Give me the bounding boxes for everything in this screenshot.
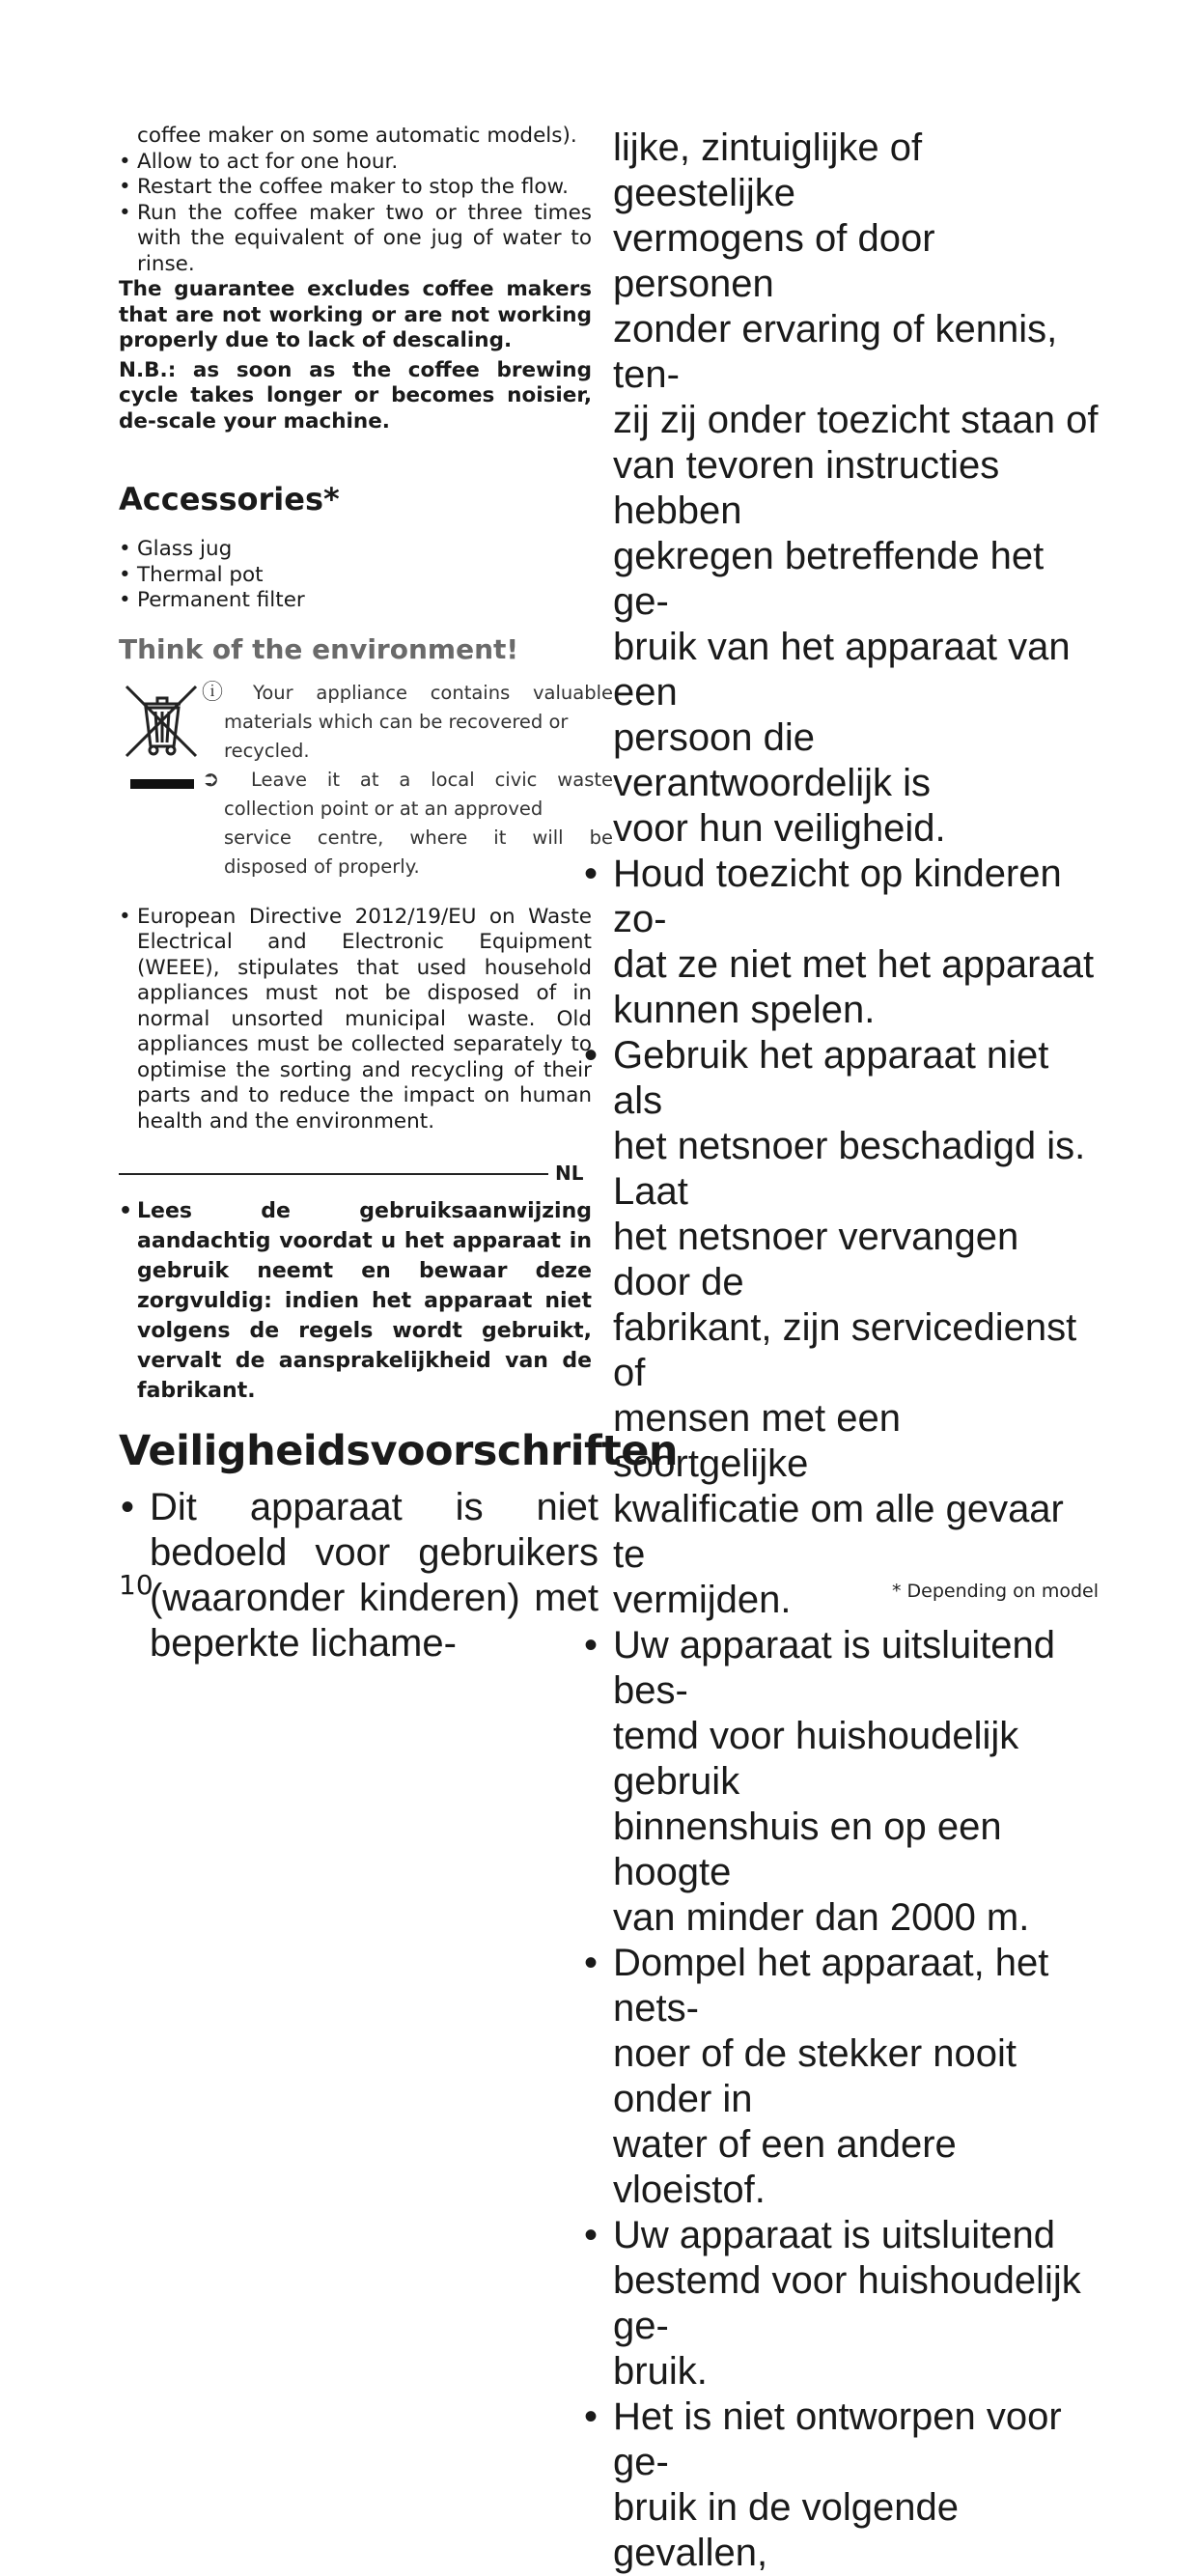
language-tag: NL [555, 1162, 584, 1185]
list-item: • Houd toezicht op kinderen zo- dat ze niet met het apparaat kunnen spelen. [582, 852, 1100, 1033]
nl-intro [119, 1196, 592, 1406]
list-item: • Permanent filter [119, 588, 592, 614]
weee-directive [119, 905, 592, 1135]
list-item: • Restart the coffee maker to stop the flow. [119, 175, 592, 201]
list-item: • Thermal pot [119, 563, 592, 589]
accessories-list [119, 537, 592, 614]
list-item: • Uw apparaat is uitsluitend bes- temd voor huishoudelijk gebruik binnenshuis en op een hoogte van minder dan 2000 m. [582, 1623, 1100, 1941]
language-divider [119, 1162, 592, 1185]
list-item: • Glass jug [119, 537, 592, 563]
safety-first-item: • Dit apparaat is niet bedoeld voor gebruikers (waaronder kinderen) met beperkte lichame- [119, 1485, 599, 1666]
env-arrow-item: ➲ Leave it at a local civic waste collection point or at an approved service centre, where it will be disposed of properly. [202, 767, 613, 878]
descale-instructions [119, 124, 592, 434]
descale-continuation: coffee maker on some automatic models). [137, 124, 577, 148]
list-item: • Uw apparaat is uitsluitend bestemd voor huishoudelijk ge- bruik. [582, 2213, 1100, 2394]
right-column [613, 126, 1100, 2576]
crossed-bin-icon [125, 683, 200, 797]
accessories-heading: Accessories* [119, 481, 340, 518]
left-column [119, 124, 678, 1666]
list-item: • Lees de gebruiksaanwijzing aandachtig voordat u het apparaat in gebruik neemt en bewaar deze zorgvuldig: indien het apparaat niet volgens de regels wordt gebruikt, vervalt de aansprakelijkheid van de fabrikant. [119, 1196, 592, 1406]
env-info-item: ⓘ Your appliance contains valuable materials which can be recovered or recycled. [202, 680, 613, 762]
nb-note: N.B.: as soon as the coffee brewing cycle takes longer or becomes noisier, de-scale your machine. [119, 357, 592, 434]
list-item: • Gebruik het apparaat niet als het netsnoer beschadigd is. Laat het netsnoer vervangen door de fabrikant, zijn servicedienst of mensen met een soortgelijke kwalificatie om alle gevaar te vermijden. [582, 1033, 1100, 1623]
arrow-right-circle-icon: ➲ [202, 767, 220, 792]
divider-line [119, 1173, 548, 1175]
list-item: • Het is niet ontworpen voor ge- bruik in de volgende gevallen, [582, 2394, 1100, 2576]
environment-heading: Think of the environment! [119, 632, 519, 665]
guarantee-note: The guarantee excludes coffee makers that are not working or are not working properly due to lack of descaling. [119, 277, 592, 352]
list-item: • Run the coffee maker two or three times with the equivalent of one jug of water to rinse. [119, 201, 592, 278]
safety-heading: Veiligheidsvoorschriften [119, 1427, 678, 1475]
list-item: • Dompel het apparaat, het nets- noer of de stekker nooit onder in water of een andere vloeistof. [582, 1941, 1100, 2213]
continued-text: lijke, zintuiglijke of geestelijke vermogens of door personen zonder ervaring of kennis, ten- zij zij onder toezicht staan of van tevoren instructies hebben gekregen betreffende het ge- bruik van het apparaat van een persoon die verantwoordelijk is voor hun veiligheid. [613, 126, 1099, 850]
list-item: • Allow to act for one hour. [119, 150, 592, 176]
info-circle-icon: ⓘ [202, 680, 224, 705]
environment-block [119, 679, 613, 878]
footnote: * Depending on model [892, 1581, 1100, 1602]
page-number: 10 [119, 1569, 153, 1601]
list-item: • European Directive 2012/19/EU on Waste Electrical and Electronic Equipment (WEEE), stipulates that used household appliances must not be disposed of in normal unsorted municipal waste. Old appliances must be collected separately to optimise the sorting and recycling of their parts and to reduce the impact on human health and the environment. [119, 905, 592, 1135]
